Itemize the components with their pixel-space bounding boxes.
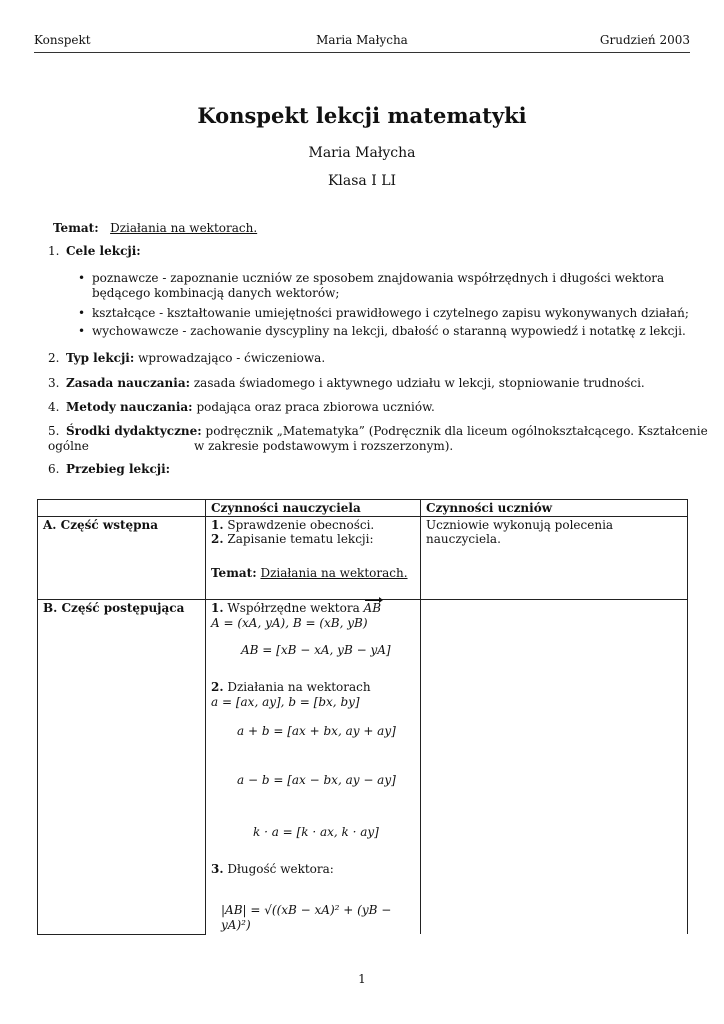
row-b-label: B. Część postępująca bbox=[43, 601, 185, 615]
section-6-num: 6. bbox=[48, 462, 60, 476]
section-4 bbox=[48, 400, 435, 415]
row-a-label: A. Część wstępna bbox=[43, 518, 159, 532]
section-5-label: Środki dydaktyczne: bbox=[66, 424, 202, 438]
bullet-3-text: wychowawcze - zachowanie dyscypliny na lekcji, dbałość o staranną wypowiedź i notatkę z lekcji. bbox=[92, 324, 686, 338]
row-a-text-2: Zapisanie tematu lekcji: bbox=[227, 532, 374, 546]
row-b-vectors: a = [ax, ay], b = [bx, by] bbox=[211, 695, 360, 709]
row-b-text-2: Działania na wektorach bbox=[227, 680, 371, 694]
bullet-3 bbox=[78, 324, 708, 339]
row-a-item-1 bbox=[211, 518, 415, 532]
bullet-1-text: poznawcze - zapoznanie uczniów ze sposobem znajdowania współrzędnych i długości wektora będącego kombinacją danych wektorów; bbox=[92, 271, 665, 300]
row-b-text-1: Współrzędne wektora bbox=[227, 601, 360, 615]
row-b-item-3 bbox=[211, 862, 415, 877]
lesson-table bbox=[37, 499, 688, 935]
section-2-value: wprowadzająco - ćwiczeniowa. bbox=[138, 351, 326, 365]
section-3 bbox=[48, 376, 645, 391]
equation-difference: a − b = [ax − bx, ay − ay] bbox=[237, 773, 396, 787]
row-b-item-2 bbox=[211, 680, 415, 695]
row-a-topic bbox=[211, 566, 415, 580]
section-3-value: zasada świadomego i aktywnego udziału w lekcji, stopniowanie trudności. bbox=[193, 376, 645, 390]
section-6 bbox=[48, 462, 170, 477]
section-5-num: 5. bbox=[48, 424, 60, 438]
table-header-cell: Czynności nauczyciela bbox=[206, 500, 421, 517]
table-header-row bbox=[38, 500, 688, 517]
section-2-num: 2. bbox=[48, 351, 60, 365]
table-row bbox=[38, 517, 688, 600]
section-1 bbox=[48, 244, 141, 259]
section-3-label: Zasada nauczania: bbox=[66, 376, 191, 390]
table-header-cell: Czynności uczniów bbox=[421, 500, 688, 517]
topic-line bbox=[53, 221, 257, 236]
document-title: Konspekt lekcji matematyki bbox=[197, 103, 527, 128]
row-a-num-1: 1. bbox=[211, 518, 224, 532]
header-right: Grudzień 2003 bbox=[599, 33, 690, 47]
row-a-topic-label: Temat: bbox=[211, 566, 257, 580]
table-row bbox=[38, 600, 688, 935]
bullet-2-text: kształcące - kształtowanie umiejętności prawidłowego i czytelnego zapisu wykonywanych działań; bbox=[92, 306, 689, 320]
equation-length: |AB| = √((xB − xA)² + (yB − yA)²) bbox=[221, 903, 392, 932]
row-a-topic-value: Działania na wektorach. bbox=[260, 566, 408, 580]
section-5-cont: w zakresie podstawowym i rozszerzonym). bbox=[194, 439, 454, 453]
topic-label: Temat: bbox=[53, 221, 99, 235]
row-b-num-3: 3. bbox=[211, 862, 224, 876]
section-2-label: Typ lekcji: bbox=[66, 351, 135, 365]
row-a-text-1: Sprawdzenie obecności. bbox=[227, 518, 375, 532]
bullet-2 bbox=[78, 306, 708, 321]
bullet-dot-icon: • bbox=[78, 271, 86, 285]
row-b-text-3: Długość wektora: bbox=[227, 862, 334, 876]
page-number: 1 bbox=[358, 972, 366, 986]
row-b-num-2: 2. bbox=[211, 680, 224, 694]
vector-ab-symbol: AB bbox=[363, 601, 382, 615]
bullet-dot-icon: • bbox=[78, 324, 86, 338]
section-4-label: Metody nauczania: bbox=[66, 400, 193, 414]
class-label: Klasa I LI bbox=[327, 173, 397, 189]
section-4-value: podająca oraz praca zbiorowa uczniów. bbox=[196, 400, 435, 414]
section-2 bbox=[48, 351, 325, 366]
bullet-1 bbox=[78, 271, 708, 301]
row-a-item-2 bbox=[211, 532, 415, 546]
header-rule bbox=[34, 52, 690, 53]
topic-value: Działania na wektorach. bbox=[110, 221, 258, 235]
header-center: Maria Małycha bbox=[316, 33, 408, 47]
row-b-points: A = (xA, yA), B = (xB, yB) bbox=[211, 616, 368, 630]
section-5-value: podręcznik „Matematyka” (Podręcznik dla liceum ogólnokształcącego. Kształcenie ogólne bbox=[48, 424, 708, 453]
table-header-cell bbox=[38, 500, 206, 517]
bullet-dot-icon: • bbox=[78, 306, 86, 320]
equation-scalar: k · a = [k · ax, k · ay] bbox=[253, 825, 379, 839]
author: Maria Małycha bbox=[308, 145, 416, 161]
section-6-label: Przebieg lekcji: bbox=[66, 462, 171, 476]
row-a-num-2: 2. bbox=[211, 532, 224, 546]
row-b-item-1 bbox=[211, 601, 415, 616]
equation-vector-ab: AB = [xB − xA, yB − yA] bbox=[241, 643, 391, 657]
row-a-students: Uczniowie wykonują polecenia nauczyciela. bbox=[421, 517, 688, 600]
section-3-num: 3. bbox=[48, 376, 60, 390]
equation-sum: a + b = [ax + bx, ay + ay] bbox=[237, 724, 396, 738]
section-1-label: Cele lekcji: bbox=[66, 244, 141, 258]
row-b-num-1: 1. bbox=[211, 601, 224, 615]
header-left: Konspekt bbox=[34, 33, 91, 47]
section-4-num: 4. bbox=[48, 400, 60, 414]
section-1-num: 1. bbox=[48, 244, 60, 258]
